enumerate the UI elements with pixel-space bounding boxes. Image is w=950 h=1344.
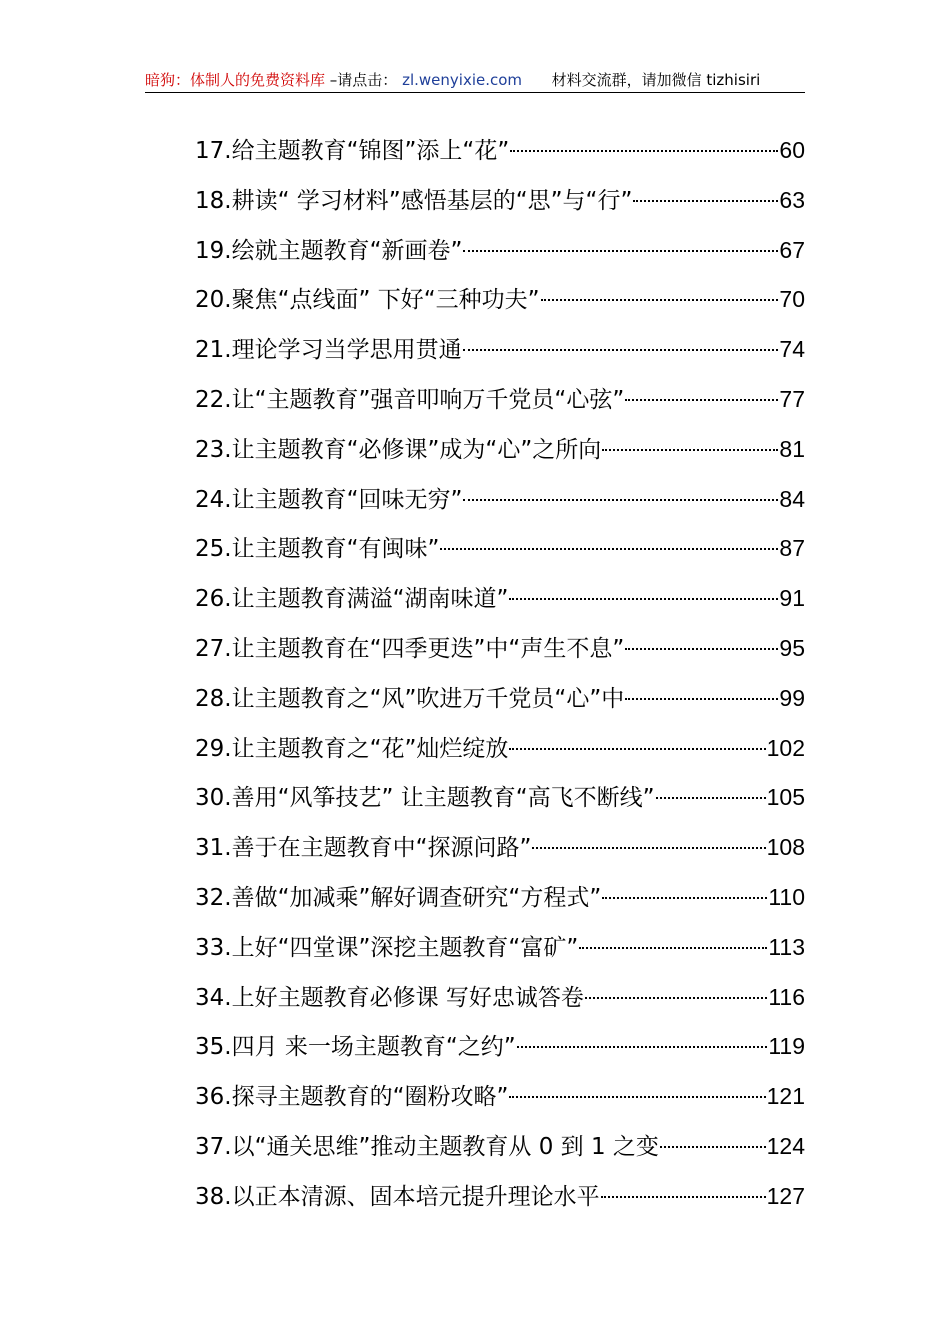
toc-entry-page: 91 — [779, 585, 805, 612]
toc-leader-dots — [463, 349, 779, 351]
table-of-contents — [195, 126, 805, 1222]
toc-entry-page: 95 — [779, 634, 805, 661]
toc-entry-page: 121 — [766, 1083, 805, 1110]
toc-entry-page: 70 — [779, 286, 805, 313]
toc-leader-dots — [509, 748, 765, 750]
toc-entry-page: 124 — [766, 1132, 805, 1159]
toc-leader-dots — [579, 947, 767, 949]
toc-entry-title: 37.以“通关思维”推动主题教育从 0 到 1 之变 — [195, 1133, 659, 1160]
toc-entry[interactable] — [195, 923, 805, 973]
toc-entry-page: 113 — [768, 933, 805, 960]
toc-entry-title: 34.上好主题教育必修课 写好忠诚答卷 — [195, 984, 584, 1011]
toc-entry-page: 127 — [766, 1182, 805, 1209]
toc-leader-dots — [509, 598, 778, 600]
toc-entry[interactable] — [195, 126, 805, 176]
header-prompt: –请点击： — [329, 71, 398, 89]
toc-entry[interactable] — [195, 624, 805, 674]
toc-entry-title: 22.让“主题教育”强音叩响万千党员“心弦” — [195, 386, 625, 413]
toc-entry-title: 20.聚焦“点线面” 下好“三种功夫” — [195, 287, 540, 314]
toc-entry-page: 67 — [779, 236, 805, 263]
toc-entry-title: 32.善做“加减乘”解好调查研究“方程式” — [195, 884, 602, 911]
toc-leader-dots — [509, 1096, 765, 1098]
toc-entry[interactable] — [195, 425, 805, 475]
toc-entry-title: 25.让主题教育“有闽味” — [195, 536, 440, 563]
toc-leader-dots — [656, 797, 766, 799]
toc-leader-dots — [601, 1196, 766, 1198]
toc-entry-page: 81 — [779, 435, 805, 462]
toc-leader-dots — [440, 548, 778, 550]
toc-entry[interactable] — [195, 674, 805, 724]
toc-entry[interactable] — [195, 375, 805, 425]
toc-entry-title: 30.善用“风筝技艺” 让主题教育“高飞不断线” — [195, 785, 655, 812]
toc-entry[interactable] — [195, 973, 805, 1023]
toc-entry-title: 36.探寻主题教育的“圈粉攻略” — [195, 1084, 509, 1111]
toc-entry-title: 28.让主题教育之“风”吹进万千党员“心”中 — [195, 685, 625, 712]
toc-entry-page: 108 — [766, 834, 805, 861]
toc-entry-title: 24.让主题教育“回味无穷” — [195, 486, 463, 513]
toc-leader-dots — [585, 997, 767, 999]
toc-entry-title: 27.让主题教育在“四季更迭”中“声生不息” — [195, 635, 625, 662]
toc-entry[interactable] — [195, 226, 805, 276]
toc-entry[interactable] — [195, 574, 805, 624]
toc-entry-title: 21.理论学习当学思用贯通 — [195, 337, 462, 364]
page-header — [145, 68, 805, 93]
toc-entry[interactable] — [195, 773, 805, 823]
header-url-link[interactable]: zl.wenyixie.com — [402, 71, 523, 89]
toc-entry[interactable] — [195, 325, 805, 375]
toc-entry[interactable] — [195, 724, 805, 774]
toc-entry-title: 18.耕读“ 学习材料”感悟基层的“思”与“行” — [195, 187, 633, 214]
toc-leader-dots — [532, 847, 765, 849]
toc-entry-title: 17.给主题教育“锦图”添上“花” — [195, 138, 510, 164]
header-note: 材料交流群，请加微信 tizhisiri — [551, 71, 761, 89]
toc-leader-dots — [602, 897, 767, 899]
toc-entry-page: 110 — [768, 883, 805, 910]
toc-leader-dots — [625, 648, 778, 650]
header-brand: 暗狗：体制人的免费资料库 — [145, 71, 326, 89]
toc-entry[interactable] — [195, 475, 805, 525]
toc-entry-page: 105 — [766, 784, 805, 811]
toc-entry-page: 87 — [779, 535, 805, 562]
toc-entry[interactable] — [195, 873, 805, 923]
toc-leader-dots — [463, 250, 778, 252]
toc-entry-page: 99 — [779, 684, 805, 711]
toc-entry-title: 29.让主题教育之“花”灿烂绽放 — [195, 735, 509, 762]
toc-leader-dots — [602, 449, 778, 451]
toc-entry-page: 63 — [779, 186, 805, 213]
toc-entry[interactable] — [195, 823, 805, 873]
toc-leader-dots — [517, 1046, 768, 1048]
toc-leader-dots — [625, 698, 778, 700]
toc-entry[interactable] — [195, 1172, 805, 1222]
toc-entry-page: 84 — [779, 485, 805, 512]
toc-entry-title: 31.善于在主题教育中“探源问路” — [195, 835, 532, 862]
toc-entry[interactable] — [195, 524, 805, 574]
toc-entry-title: 26.让主题教育满溢“湖南味道” — [195, 586, 509, 613]
toc-entry-page: 60 — [779, 137, 805, 163]
toc-entry[interactable] — [195, 1022, 805, 1072]
toc-entry[interactable] — [195, 1072, 805, 1122]
toc-entry-page: 77 — [779, 385, 805, 412]
toc-entry-title: 35.四月 来一场主题教育“之约” — [195, 1034, 516, 1061]
toc-entry-title: 38.以正本清源、固本培元提升理论水平 — [195, 1183, 600, 1210]
toc-entry-title: 23.让主题教育“必修课”成为“心”之所向 — [195, 436, 602, 463]
toc-leader-dots — [541, 299, 779, 301]
toc-entry[interactable] — [195, 176, 805, 226]
toc-entry-page: 119 — [768, 1033, 805, 1060]
toc-leader-dots — [660, 1146, 766, 1148]
toc-entry-page: 116 — [768, 983, 805, 1010]
toc-leader-dots — [633, 200, 778, 202]
toc-entry-page: 102 — [766, 734, 805, 761]
toc-leader-dots — [463, 499, 778, 501]
toc-entry-page: 74 — [779, 336, 805, 363]
toc-leader-dots — [510, 150, 778, 152]
toc-entry[interactable] — [195, 1122, 805, 1172]
toc-entry-title: 19.绘就主题教育“新画卷” — [195, 237, 463, 264]
toc-leader-dots — [625, 399, 778, 401]
toc-entry-title: 33.上好“四堂课”深挖主题教育“富矿” — [195, 934, 579, 961]
toc-entry[interactable] — [195, 275, 805, 325]
